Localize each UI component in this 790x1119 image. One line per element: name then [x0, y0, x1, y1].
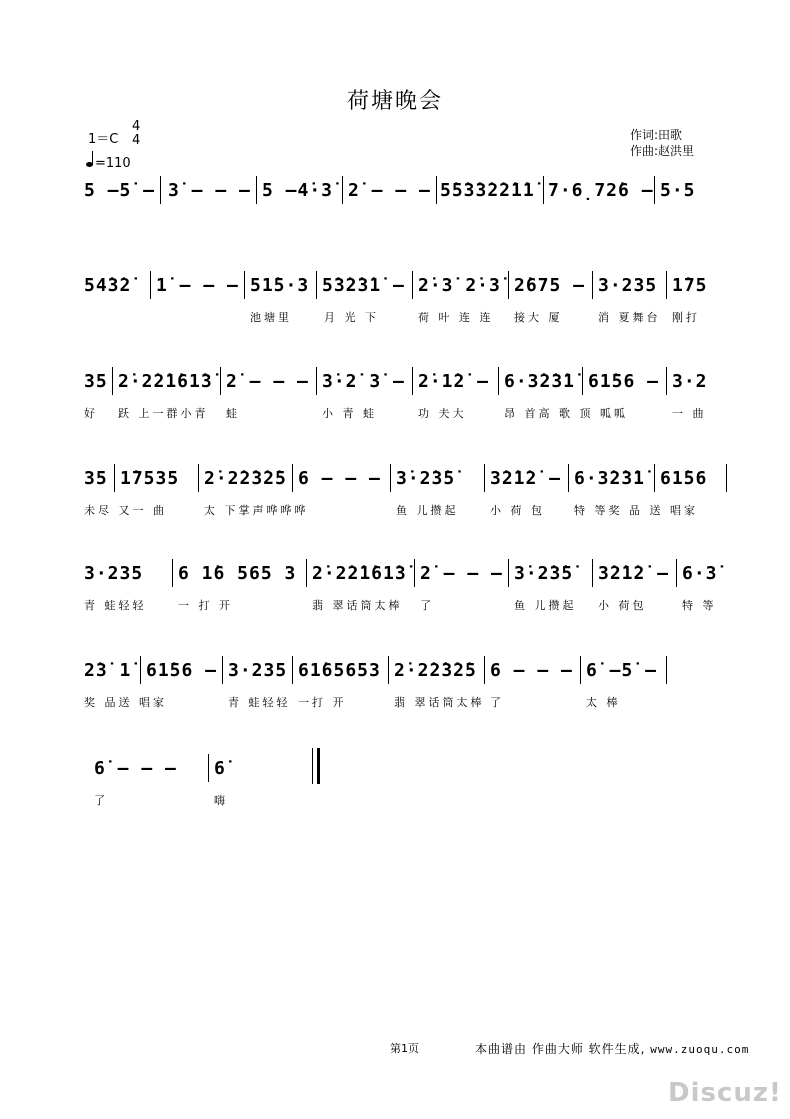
measure-notes: 5·5: [660, 180, 696, 201]
bar-line: [172, 559, 173, 587]
lyric: 青 蛙轻轻: [228, 696, 291, 709]
lyric: 小 荷 包: [490, 504, 545, 517]
measure-notes: 6·3̇2̇3̇1̇: [574, 468, 646, 489]
lyric: 未尽 又一 曲: [84, 504, 167, 517]
score-system: [0, 660, 790, 720]
lyric: 一打 开: [298, 696, 347, 709]
bar-line: [666, 367, 667, 395]
lyric: 太 下掌声哗哗哗: [204, 504, 309, 517]
lyric: 特 等奖 品 送 唱家: [574, 504, 698, 517]
measure-notes: 3̇·2̇3̇5̇: [514, 563, 574, 584]
measure-notes: 6 1̇6 565 3: [178, 563, 297, 584]
bar-line: [160, 176, 161, 204]
measure-notes: 2̇·2̇2̇1̇61̇3̇: [118, 371, 213, 392]
lyric: 鱼 儿攒起: [396, 504, 459, 517]
lyric: 小 青 蛙: [322, 407, 377, 420]
credits: [630, 127, 694, 159]
measure-notes: 3̇2̇1̇2̇ –: [598, 563, 670, 584]
lyric: 太 棒: [586, 696, 621, 709]
bar-line: [222, 656, 223, 684]
lyric: 荷 叶 连 连: [418, 311, 494, 324]
measure-notes: 3̇·2̇ 3̇ –: [322, 371, 405, 392]
generator-url[interactable]: www.zuoqu.com: [650, 1043, 750, 1056]
lyric: 接大 厦: [514, 311, 563, 324]
time-top: 4: [132, 119, 141, 134]
time-signature: [132, 120, 140, 148]
lyric: 小 荷包: [598, 599, 647, 612]
bar-line: [244, 271, 245, 299]
bar-line: [306, 559, 307, 587]
measure-notes: 2̇ – – –: [226, 371, 309, 392]
bar-line: [198, 464, 199, 492]
bar-line: [220, 367, 221, 395]
bar-line: [726, 464, 727, 492]
lyric: 好: [84, 407, 98, 420]
lyricist: 作词:田歌: [630, 128, 683, 142]
measure-notes: 61̇65653: [298, 660, 381, 681]
bar-line: [316, 367, 317, 395]
key-label: 1＝C: [88, 132, 119, 147]
bar-line: [112, 367, 113, 395]
measure-notes: 5̇5̇3̇3̇2̇2̇1̇1̇: [440, 180, 535, 201]
measure-notes: 5̇3̇2̇3̇1̇ –: [322, 275, 405, 296]
measure-notes: 2̇ – – –: [348, 180, 431, 201]
bar-line: [543, 176, 544, 204]
measure-notes: 35: [84, 468, 108, 489]
measure-notes: 2̇·2̇2̇3̇2̇5: [394, 660, 477, 681]
song-title: 荷塘晚会: [346, 89, 443, 114]
measure-notes: 3̇·2̇3̇5̇: [396, 468, 456, 489]
lyric: 刚打: [672, 311, 700, 324]
measure-notes: 61̇56: [660, 468, 708, 489]
quarter-note-icon: [86, 162, 93, 167]
bar-line: [592, 271, 593, 299]
bar-line: [316, 271, 317, 299]
measure-notes: 1̇ – – –: [156, 275, 239, 296]
measure-notes: 51̇5·3: [250, 275, 310, 296]
measure-notes: 54̇3̇2̇: [84, 275, 132, 296]
lyric: 鱼 儿攒起: [514, 599, 577, 612]
measure-notes: 3̇2̇1̇2̇ –: [490, 468, 562, 489]
measure-notes: 1̇7535: [120, 468, 180, 489]
lyric: 了: [420, 599, 434, 612]
measure-notes: 5 –5̇ –: [84, 180, 156, 201]
bar-line: [484, 464, 485, 492]
final-barline: [312, 748, 320, 784]
lyric: 池塘里: [250, 311, 292, 324]
watermark: Discuz!: [668, 1078, 782, 1108]
bar-line: [676, 559, 677, 587]
measure-notes: 3·2: [672, 371, 708, 392]
measure-notes: 2̇·1̇2̇ –: [418, 371, 490, 392]
measure-notes: 35: [84, 371, 108, 392]
measure-notes: 6̇ –5̇ –: [586, 660, 658, 681]
bar-line: [592, 559, 593, 587]
bar-line: [580, 656, 581, 684]
bar-line: [666, 271, 667, 299]
bar-line: [568, 464, 569, 492]
measure-notes: 6̇: [214, 758, 226, 779]
lyric: 昂 首高 歌 顶 呱呱: [504, 407, 628, 420]
score-system: [0, 180, 790, 240]
score-system: [0, 275, 790, 335]
measure-notes: 6·3̇: [682, 563, 718, 584]
measure-notes: 5 –4̇·3̇: [262, 180, 334, 201]
measure-notes: 2̇·2̇2̇3̇2̇5: [204, 468, 287, 489]
lyric: 特 等: [682, 599, 717, 612]
bar-line: [498, 367, 499, 395]
measure-notes: 6̇ – – –: [94, 758, 177, 779]
lyric: 月 光 下: [324, 311, 379, 324]
bar-line: [414, 559, 415, 587]
measure-notes: 61̇56 –: [146, 660, 218, 681]
lyric: 奖 品送 唱家: [84, 696, 167, 709]
lyric: 嗨: [214, 794, 228, 807]
lyric: 一 打 开: [178, 599, 233, 612]
measure-notes: 6 – – –: [490, 660, 573, 681]
score-system: [0, 468, 790, 528]
measure-notes: 2̇·3̇ 2̇·3̇: [418, 275, 501, 296]
lyric: 功 夫大: [418, 407, 467, 420]
bar-line: [140, 656, 141, 684]
score-system: [0, 563, 790, 623]
measure-notes: 2̇3̇ 1̇: [84, 660, 132, 681]
bar-line: [390, 464, 391, 492]
measure-notes: 61̇56 –: [588, 371, 660, 392]
bar-line: [508, 559, 509, 587]
bar-line: [436, 176, 437, 204]
lyric: 跃 上一群小青: [118, 407, 209, 420]
lyric: 青 蛙轻轻: [84, 599, 147, 612]
lyric: 一 曲: [672, 407, 707, 420]
lyric: 翡 翠话筒太棒: [312, 599, 403, 612]
measure-notes: 7·6̣72̇6 –: [548, 180, 654, 201]
lyric: 蛙: [226, 407, 240, 420]
tempo-marking: [86, 156, 131, 171]
bar-line: [292, 656, 293, 684]
bar-line: [256, 176, 257, 204]
score-system: [0, 758, 790, 818]
bar-line: [484, 656, 485, 684]
bar-line: [666, 656, 667, 684]
page-number: 第1页: [390, 1042, 419, 1055]
measure-notes: 2̇675 –: [514, 275, 586, 296]
bar-line: [582, 367, 583, 395]
time-bottom: 4: [132, 133, 141, 148]
measure-notes: 3̇ – – –: [168, 180, 251, 201]
bar-line: [654, 464, 655, 492]
bar-line: [654, 176, 655, 204]
measure-notes: 1̇75: [672, 275, 708, 296]
measure-notes: 3·235: [228, 660, 288, 681]
lyric: 了: [490, 696, 504, 709]
measure-notes: 2̇ – – –: [420, 563, 503, 584]
bar-line: [388, 656, 389, 684]
bar-line: [342, 176, 343, 204]
tempo-value: =110: [95, 156, 131, 171]
measure-notes: 3·235: [84, 563, 144, 584]
bar-line: [508, 271, 509, 299]
lyric: 翡 翠话筒太棒: [394, 696, 485, 709]
bar-line: [150, 271, 151, 299]
bar-line: [412, 271, 413, 299]
measure-notes: 2̇·2̇2̇1̇61̇3̇: [312, 563, 407, 584]
measure-notes: 6 – – –: [298, 468, 381, 489]
lyric: 消 夏舞台: [598, 311, 661, 324]
bar-line: [292, 464, 293, 492]
bar-line: [208, 754, 209, 782]
score-system: [0, 371, 790, 431]
generator-note: [475, 1040, 749, 1057]
bar-line: [114, 464, 115, 492]
bar-line: [412, 367, 413, 395]
measure-notes: 6·3̇2̇3̇1̇: [504, 371, 576, 392]
composer: 作曲:赵洪里: [630, 144, 695, 158]
measure-notes: 3·235: [598, 275, 658, 296]
key-signature: [88, 119, 141, 148]
generator-text: 本曲谱由 作曲大师 软件生成,: [475, 1042, 646, 1056]
lyric: 了: [94, 794, 108, 807]
